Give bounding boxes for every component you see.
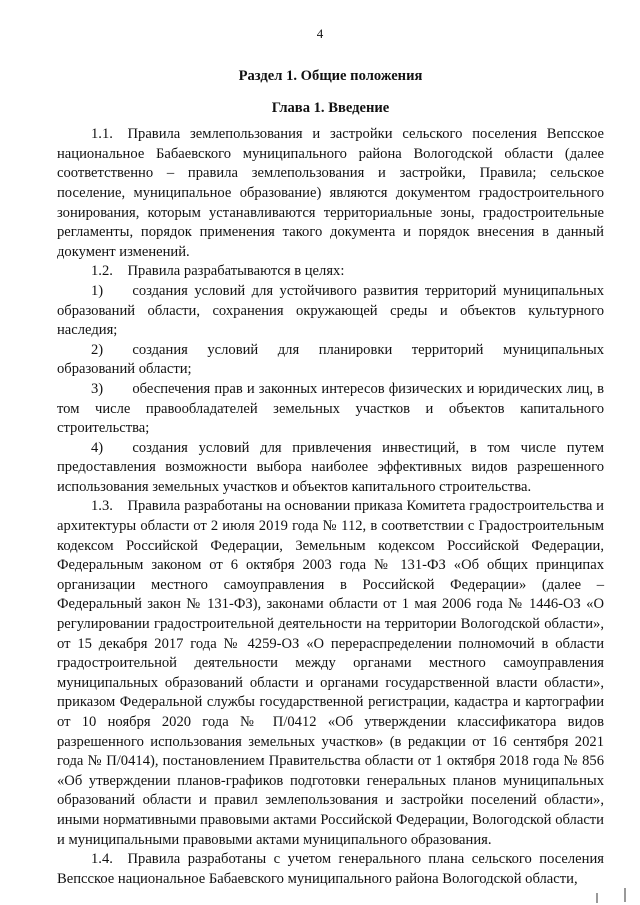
paragraph-1-3: 1.3. Правила разработаны на основании приказа Комитета градостроительства и архитектуры области от 2 июля 2019 года № 112, в соответствии с Градостроительным кодексом Российской Федерации, Земельным кодексом Российской Федерации, Федеральным законом от 6 октября 2003 года № 131-ФЗ «Об общих принципах организации местного самоуправления в Российской Федерации» (далее – Федеральный закон № 131-ФЗ), законами области от 1 мая 2006 года № 1446-ОЗ «О регулировании градостроительной деятельности на территории Вологодской области», от 15 декабря 2017 года № 4259-ОЗ «О перераспределении полномочий в области градостроительной деятельности между органами местного самоуправления муниципальных образований области и органами государственной власти области», приказом Федеральной службы государственной регистрации, кадастра и картографии от 10 ноября 2020 года № П/0412 «Об утверждении классификатора видов разрешенного использования земельных участков» (в редакции от 16 сентября 2021 года № П/0414), постановлением Правительства области от 1 октября 2018 года № 856 «Об утверждении планов-графиков подготовки генеральных планов муниципальных образований области и правил землепользования и застройки поселений области», иными нормативными правовыми актами Российской Федерации, Вологодской области и муниципальными правовыми актами муниципального образования. xyxy=(57,498,604,848)
paragraph-1-4: 1.4. Правила разработаны с учетом генерального плана сельского поселения Вепсское национальное Бабаевского муниципального района Вологодской области, xyxy=(57,851,604,887)
section-title: Раздел 1. Общие положения xyxy=(238,68,423,84)
list-item-4: 4) создания условий для привлечения инвестиций, в том числе путем предоставления возможности выбора наиболее эффективных видов разрешенного использования земельных участков и объектов капитального строительства. xyxy=(57,439,604,495)
list-item-1: 1) создания условий для устойчивого развития территорий муниципальных образований области, сохранения окружающей среды и объектов культурного наследия; xyxy=(57,282,604,339)
paragraph-1-2: 1.2. Правила разрабатываются в целях: xyxy=(91,263,345,280)
list-item-2: 2) создания условий для планировки территорий муниципальных образований области; xyxy=(57,341,604,378)
list-item-3: 3) обеспечения прав и законных интересов физических и юридических лиц, в том числе правообладателей земельных участков и объектов капитального строительства; xyxy=(57,380,604,437)
chapter-title: Глава 1. Введение xyxy=(271,99,390,116)
page-number: 4 xyxy=(316,26,324,41)
paragraph-1-1: 1.1. Правила землепользования и застройки сельского поселения Вепсское национальное Бабаевского муниципального района Вологодской области (далее соответственно – правила землепользования и застройки, Правила; сельское поселение, муниципальное образование) являются документом градостроительного зонирования, которым устанавливаются территориальные зоны, градостроительные регламенты, порядок применения такого документа и порядок внесения в данный документ изменений. xyxy=(57,126,604,260)
document-body xyxy=(57,67,604,889)
scan-mark xyxy=(624,888,626,902)
scan-mark xyxy=(596,893,598,903)
